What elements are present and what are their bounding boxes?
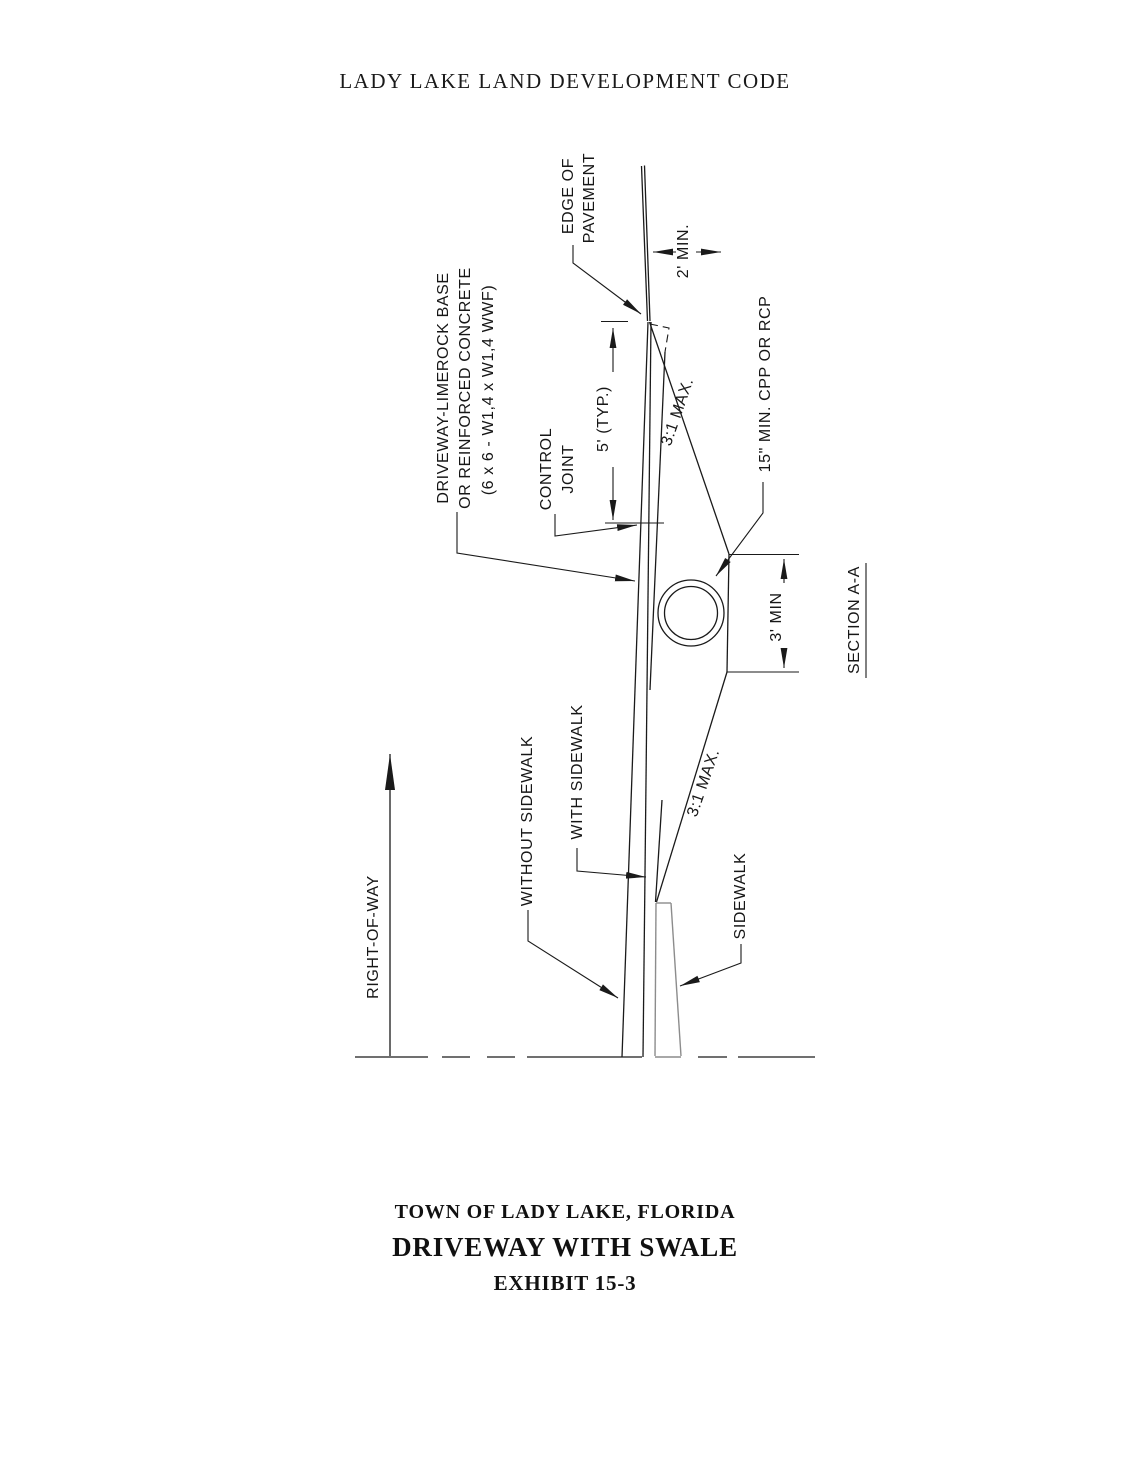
footer-town-title: TOWN OF LADY LAKE, FLORIDA (394, 1201, 736, 1223)
edge-of-pavement-label-line2: PAVEMENT (581, 152, 599, 244)
footer-exhibit-number: EXHIBIT 15-3 (493, 1271, 637, 1295)
footer-drawing-title: DRIVEWAY WITH SWALE (392, 1232, 738, 1262)
slope-label-lower: 3:1 MAX. (684, 746, 724, 820)
culvert-pipe (658, 580, 724, 646)
edge-of-pavement-label-line1: EDGE OF (560, 157, 578, 235)
edge-of-pavement-leader (573, 245, 641, 314)
dimension-5ft-typ-label: 5' (TYP.) (595, 386, 613, 452)
section-title: SECTION A-A (846, 566, 864, 674)
slope-label-upper: 3:1 MAX. (658, 375, 698, 449)
with-sidewalk-leader (577, 848, 646, 877)
pavement-section-lines (642, 166, 651, 322)
dimension-2ft-min-label: 2' MIN. (675, 223, 693, 279)
without-sidewalk-leader (528, 910, 618, 998)
control-joint-label-line2: JOINT (560, 444, 578, 494)
dimension-3ft-min-label: 3' MIN (768, 592, 786, 642)
dimension-3ft-min (727, 555, 799, 673)
sidewalk-leader (680, 944, 741, 986)
driveway-note-line1: DRIVEWAY-LIMEROCK BASE (435, 272, 453, 504)
control-joint-leader (555, 514, 637, 536)
control-joint-label-line1: CONTROL (538, 427, 556, 511)
driveway-note-line2: OR REINFORCED CONCRETE (457, 267, 475, 509)
right-of-way-label: RIGHT-OF-WAY (365, 875, 383, 999)
sidewalk-label: SIDEWALK (732, 852, 750, 940)
dimension-5ft-typ (595, 322, 628, 521)
driveway-note-line3: (6 x 6 - W1,4 x W1,4 WWF) (480, 284, 498, 496)
sidewalk-strip (655, 903, 681, 1057)
page-header-title: LADY LAKE LAND DEVELOPMENT CODE (339, 69, 791, 93)
pipe-note-leader (716, 482, 763, 576)
driveway-note-leader (457, 512, 635, 581)
dimension-2ft-min (653, 224, 721, 278)
pipe-note-label: 15" MIN. CPP OR RCP (757, 295, 775, 473)
without-sidewalk-label: WITHOUT SIDEWALK (519, 735, 537, 907)
with-sidewalk-label: WITH SIDEWALK (569, 704, 587, 840)
